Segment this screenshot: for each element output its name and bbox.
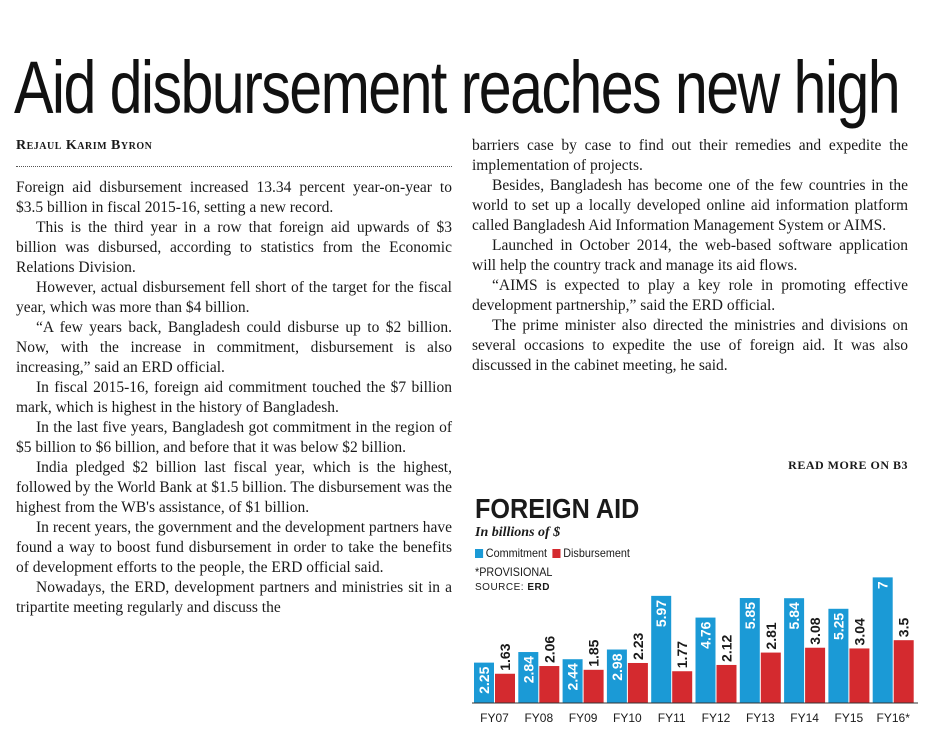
article-column-right xyxy=(472,136,908,376)
data-label: 2.44 xyxy=(564,663,581,691)
data-label: 2.84 xyxy=(520,656,537,684)
disbursement-bar xyxy=(628,663,648,703)
data-label: 2.23 xyxy=(629,632,646,660)
paragraph: This is the third year in a row that foreign aid upwards of $3 billion was disbursed, according to statistics from the Economic Relations Division. xyxy=(16,219,452,276)
paragraph: “A few years back, Bangladesh could disburse up to $2 billion. Now, with the increase in commitment, disbursement is also increasing,” said an ERD official. xyxy=(16,319,452,376)
disbursement-bar xyxy=(584,670,604,703)
paragraph: However, actual disbursement fell short of the target for the fiscal year, which was more than $4 billion. xyxy=(16,279,452,316)
disbursement-bar xyxy=(894,640,914,703)
x-tick-label: FY16* xyxy=(876,711,910,725)
legend-label: Commitment xyxy=(485,546,548,560)
chart-unit-label: In billions of $ xyxy=(475,525,561,540)
paragraph: Launched in October 2014, the web-based software application will help the country track and manage its aid flows. xyxy=(472,237,908,274)
x-tick-label: FY15 xyxy=(834,711,864,725)
x-tick-label: FY11 xyxy=(657,711,686,725)
paragraph: Besides, Bangladesh has become one of the few countries in the world to set up a locally developed online aid information platform called Bangladesh Aid Information Management System or AIMS. xyxy=(472,177,908,234)
article-column-left xyxy=(16,178,452,618)
disbursement-bar xyxy=(672,671,692,703)
disbursement-bar xyxy=(849,648,869,703)
source-label: SOURCE: xyxy=(475,582,525,593)
data-label: 3.04 xyxy=(851,618,868,646)
paragraph: Foreign aid disbursement increased 13.34 percent year-on-year to $3.5 billion in fiscal 2015-16, setting a new record. xyxy=(16,179,452,216)
paragraph: India pledged $2 billion last fiscal year, which is the highest, followed by the World Bank at $1.5 billion. The disbursement was the highest from the WB's assistance, of $1 billion. xyxy=(16,459,452,516)
data-label: 2.06 xyxy=(541,635,558,664)
legend-swatch-disbursement xyxy=(552,549,560,558)
data-label: 2.25 xyxy=(476,666,492,694)
x-tick-label: FY10 xyxy=(613,711,642,725)
paragraph: The prime minister also directed the ministries and divisions on several occasions to expedite the use of foreign aid. It was also discussed in the cabinet meeting, he said. xyxy=(472,317,908,374)
data-label: 1.77 xyxy=(674,640,691,669)
source-value: ERD xyxy=(527,582,550,593)
data-label: 3.08 xyxy=(807,617,824,645)
legend-swatch-commitment xyxy=(475,549,483,558)
paragraph: In recent years, the government and the development partners have found a way to boost fund disbursement in order to take the benefits of development efforts to the people, the ERD official said. xyxy=(16,519,452,576)
x-tick-label: FY08 xyxy=(524,711,554,725)
data-label: 2.98 xyxy=(608,653,625,681)
legend-item-disbursement xyxy=(552,546,629,560)
data-label: 5.85 xyxy=(741,602,758,630)
x-tick-label: FY09 xyxy=(568,711,598,725)
provisional-note: *PROVISIONAL xyxy=(475,565,553,579)
disbursement-bar xyxy=(539,666,559,703)
byline: Rejaul Karim Byron xyxy=(16,138,153,153)
commitment-bar xyxy=(873,577,893,703)
disbursement-bar xyxy=(805,648,825,703)
disbursement-bar xyxy=(495,674,515,703)
paragraph: In the last five years, Bangladesh got commitment in the region of $5 billion to $6 billion, and before that it was below $2 billion. xyxy=(16,419,452,456)
data-label: 1.63 xyxy=(497,643,513,671)
data-label: 1.85 xyxy=(585,639,602,667)
bar-chart xyxy=(470,560,920,732)
paragraph: Nowadays, the ERD, development partners and ministries sit in a tripartite meeting regularly and discuss the xyxy=(16,579,452,616)
data-label: 3.5 xyxy=(895,617,912,638)
paragraph: In fiscal 2015-16, foreign aid commitment touched the $7 billion mark, which is highest in the history of Bangladesh. xyxy=(16,379,452,416)
data-label: 5.84 xyxy=(786,602,803,630)
x-tick-label: FY12 xyxy=(701,711,731,725)
chart-title: FOREIGN AID xyxy=(475,493,640,524)
x-tick-label: FY07 xyxy=(480,711,509,725)
data-label: 2.81 xyxy=(762,622,779,650)
data-label: 2.12 xyxy=(718,634,735,662)
data-label: 7 xyxy=(874,581,891,590)
read-more-link[interactable]: READ MORE ON B3 xyxy=(788,458,908,472)
x-tick-label: FY14 xyxy=(790,711,819,725)
disbursement-bar xyxy=(717,665,737,703)
legend-item-commitment xyxy=(475,546,547,560)
chart-legend xyxy=(475,546,635,560)
byline-divider xyxy=(16,166,452,167)
x-tick-label: FY13 xyxy=(745,711,775,725)
data-label: 4.76 xyxy=(697,621,714,649)
legend-label: Disbursement xyxy=(563,546,630,560)
headline: Aid disbursement reaches new high xyxy=(14,46,900,129)
paragraph: barriers case by case to find out their remedies and expedite the implementation of projects. xyxy=(472,137,908,174)
paragraph: “AIMS is expected to play a key role in promoting effective development partnership,” said the ERD official. xyxy=(472,277,908,314)
disbursement-bar xyxy=(761,653,781,703)
data-label: 5.97 xyxy=(653,599,670,628)
data-label: 5.25 xyxy=(830,612,847,641)
